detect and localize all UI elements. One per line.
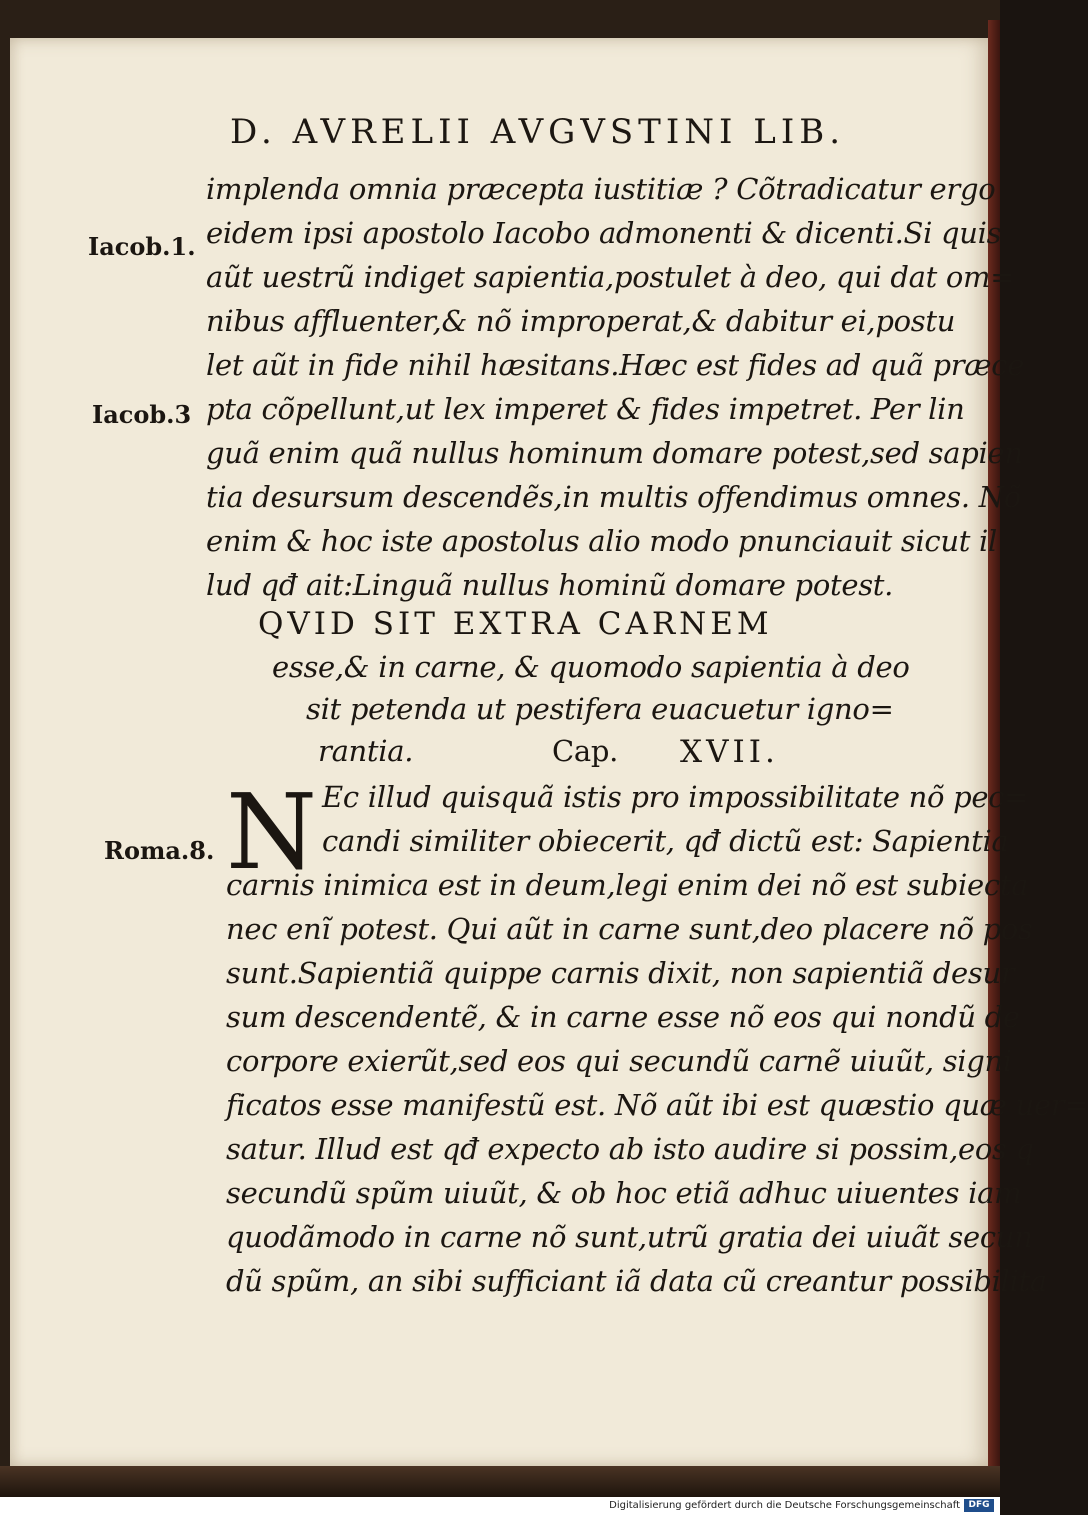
text-line: let aũt in fide nihil hæsitans.Hæc est fides ad quã præce xyxy=(206,348,1025,382)
chapter-heading-line: rantia. xyxy=(318,734,414,768)
text-line: tia desursum descendẽs,in multis offendimus omnes. Nõ xyxy=(206,480,1021,514)
text-line: lud qđ ait:Linguã nullus hominũ domare potest. xyxy=(206,568,894,602)
book-bottom-edge xyxy=(0,1466,1000,1497)
text-line: sum descendentẽ, & in carne esse nõ eos qui nondũ de xyxy=(226,1000,1020,1034)
chapter-heading-caps: QVID SIT EXTRA CARNEM xyxy=(258,606,773,642)
text-line: secundũ spũm uiuũt, & ob hoc etiã adhuc uiuentes iam xyxy=(226,1176,1022,1210)
margin-note-roma-8: Roma.8. xyxy=(104,836,215,865)
text-line: guã enim quã nullus hominum domare potest,sed sapien xyxy=(206,436,1023,470)
dfg-logo: DFG xyxy=(964,1499,994,1512)
text-line: nibus affluenter,& nõ improperat,& dabitur ei,postu xyxy=(206,304,956,338)
text-line: nec enĩ potest. Qui aũt in carne sunt,deo placere nõ pos xyxy=(226,912,1033,946)
text-line: enim & hoc iste apostolus alio modo pnunciauit sicut il xyxy=(206,524,997,558)
text-line: candi similiter obiecerit, qđ dictũ est: Sapientia xyxy=(322,824,1009,858)
footer-credit: Digitalisierung gefördert durch die Deutsche Forschungsgemeinschaft xyxy=(609,1500,960,1511)
text-line: carnis inimica est in deum,legi enim dei nõ est subiecta xyxy=(226,868,1029,902)
text-line: corpore exierũt,sed eos qui secundũ carnẽ uiuũt, signi xyxy=(226,1044,1012,1078)
drop-initial: N xyxy=(226,771,317,893)
text-line: implenda omnia præcepta iustitiæ ? Cõtradicatur ergo xyxy=(206,172,996,206)
chapter-label: Cap. xyxy=(552,734,619,768)
running-head: D. AVRELII AVGVSTINI LIB. xyxy=(230,112,846,152)
text-line: Ec illud quisquã istis pro impossibilitate nõ pec= xyxy=(322,780,1029,814)
text-line: satur. Illud est qđ expecto ab isto audire si possim,eos q xyxy=(226,1132,1034,1166)
text-line: aũt uestrũ indiget sapientia,postulet à deo, qui dat om= xyxy=(206,260,1015,294)
chapter-number: XVII. xyxy=(680,734,779,770)
chapter-heading-line: sit petenda ut pestifera euacuetur igno= xyxy=(306,692,894,726)
margin-note-iacob-1: Iacob.1. xyxy=(88,232,196,261)
text-line: ficatos esse manifestũ est. Nõ aũt ibi est quæstio quæ uer= xyxy=(226,1088,1088,1122)
text-line: quodãmodo in carne nõ sunt,utrũ gratia dei uiuãt secun xyxy=(226,1220,1033,1254)
chapter-heading-line: esse,& in carne, & quomodo sapientia à deo xyxy=(272,650,910,684)
text-line: sunt.Sapientiã quippe carnis dixit, non sapientiã desur xyxy=(226,956,1015,990)
text-line: dũ spũm, an sibi sufficiant iã data cũ creantur possibilita xyxy=(226,1264,1047,1298)
margin-note-iacob-3: Iacob.3 xyxy=(92,400,192,429)
text-line: pta cõpellunt,ut lex imperet & fides impetret. Per lin xyxy=(206,392,965,426)
text-line: eidem ipsi apostolo Iacobo admonenti & dicenti.Si quis xyxy=(206,216,1002,250)
